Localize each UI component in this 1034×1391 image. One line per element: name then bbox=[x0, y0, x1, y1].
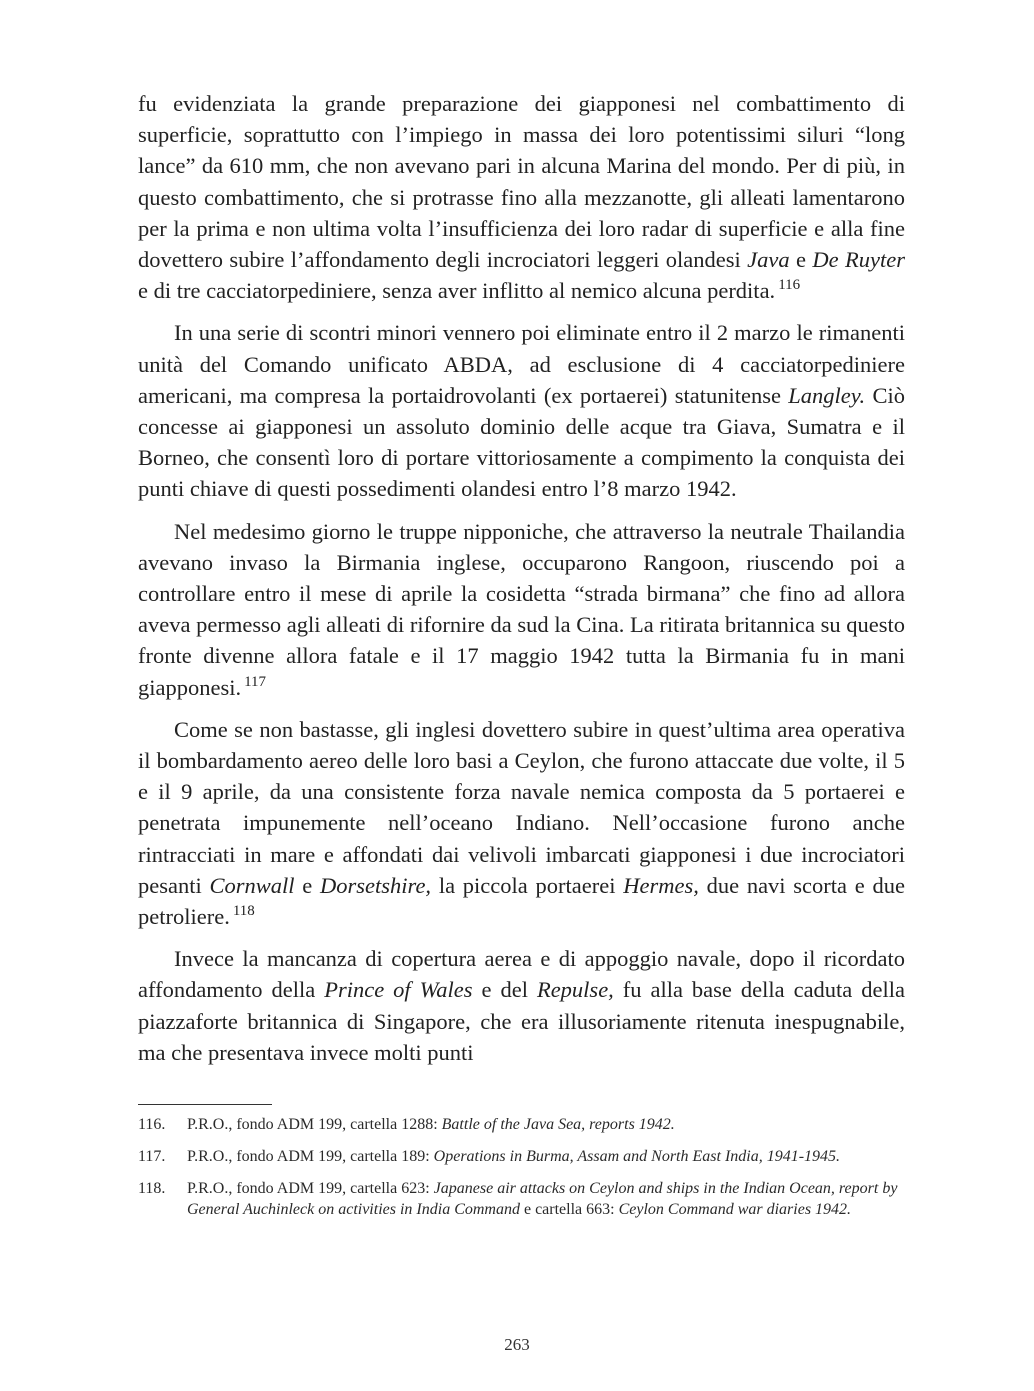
footnote-number: 116. bbox=[138, 1116, 166, 1133]
paragraph-4: Come se non bastasse, gli inglesi dovettero subire in quest’ultima area operativa il bombardamento aereo delle loro basi a Ceylon, che furono attaccate due volte, il 5 e il 9 aprile, da una consistente forza navale nemica composta da 5 portaerei e penetrata impunemente nell’oceano Indiano. Nell’occasione furono anche rintracciati in mare e affondati dai velivoli imbarcati giapponesi i due incrociatori pesanti Cornwall e Dorsetshire, la piccola portaerei Hermes, due navi scorta e due petroliere. $^{118}$ bbox=[138, 716, 905, 930]
paragraph-3: Nel medesimo giorno le truppe nipponiche, che attraverso la neutrale Thailandia avevano invaso la Birmania inglese, occuparono Rangoon, riuscendo poi a controllare entro il mese di aprile la cosidetta “strada birmana” che fino ad allora aveva permesso agli alleati di rifornire da sud la Cina. La ritirata britannica su questo fronte divenne allora fatale e il 17 maggio 1942 tutta la Birmania fu in mani giapponesi. $^{117}$ bbox=[138, 518, 905, 700]
ship-name: Java bbox=[747, 247, 790, 273]
footnote-title: Ceylon Command war diaries 1942. bbox=[618, 1201, 852, 1218]
ship-name: De Ruyter bbox=[812, 247, 905, 273]
ship-name: Prince of Wales bbox=[324, 977, 473, 1003]
footnote-title: Battle of the Java Sea, reports 1942. bbox=[441, 1116, 675, 1133]
footnote-ref-118[interactable]: 118 bbox=[232, 903, 255, 920]
body-text bbox=[138, 88, 905, 1068]
footnote-title: Japanese air attacks on Ceylon and ships in the Indian Ocean, report by General Auchinleck on activities in India Command bbox=[187, 1180, 898, 1218]
page-number: 263 bbox=[504, 1335, 530, 1354]
footnote-divider bbox=[138, 1104, 272, 1105]
footnote-number: 118. bbox=[138, 1180, 166, 1197]
ship-name: Cornwall bbox=[209, 872, 295, 898]
paragraph-1: fu evidenziata la grande preparazione dei giapponesi nel combattimento di superficie, soprattutto con l’impiego in massa dei loro potentissimi siluri “long lance” da 610 mm, che non avevano pari in alcuna Marina del mondo. Per di più, in questo combattimento, che si protrasse fino alla mezzanotte, gli alleati lamentarono per la prima e non ultima volta l’insufficienza dei loro radar di superficie e alla fine dovettero subire l’affondamento degli incrociatori leggeri olandesi Java e De Ruyter e di tre cacciatorpediniere, senza aver inflitto al nemico alcuna perdita. $^{116}$ bbox=[138, 91, 905, 304]
ship-name: Langley. bbox=[788, 382, 866, 408]
paragraph-5: Invece la mancanza di copertura aerea e di appoggio navale, dopo il ricordato affondamento della Prince of Wales e del Repulse, fu alla base della caduta della piazzaforte britannica di Singapore, che era illusoriamente ritenuta inespugnabile, ma che presentava invece molti punti bbox=[138, 946, 905, 1065]
paragraph-2: In una serie di scontri minori vennero poi eliminate entro il 2 marzo le rimanenti unità del Comando unificato ABDA, ad esclusione di 4 cacciatorpediniere americani, ma compresa la portaidrovolanti (ex portaerei) statunitense Langley. Ciò concesse ai giapponesi un assoluto dominio delle acque tra Giava, Sumatra e il Borneo, che consentì loro di portare vittoriosamente a compimento la conquista dei punti chiave di questi possedimenti olandesi entro l’8 marzo 1942. bbox=[138, 320, 905, 502]
footnote-title: Operations in Burma, Assam and North East India, 1941-1945. bbox=[433, 1148, 841, 1165]
footnote-ref-116[interactable]: 116 bbox=[778, 277, 801, 294]
footnote-ref-117[interactable]: 117 bbox=[244, 673, 267, 690]
footnotes bbox=[138, 1114, 908, 1231]
ship-name: Hermes, bbox=[623, 872, 699, 898]
footnote-number: 117. bbox=[138, 1148, 166, 1165]
footnote-118: 118. P.R.O., fondo ADM 199, cartella 623: Japanese air attacks on Ceylon and ships in the Indian Ocean, report by General Auchinleck on activities in India Command e cartella 663: Ceylon Command war diaries 1942. bbox=[138, 1180, 898, 1218]
ship-name: Repulse, bbox=[536, 977, 614, 1003]
footnote-117: 117. P.R.O., fondo ADM 199, cartella 189: Operations in Burma, Assam and North East India, 1941-1945. bbox=[138, 1148, 841, 1165]
ship-name: Dorsetshire, bbox=[320, 872, 432, 898]
footnote-116: 116. P.R.O., fondo ADM 199, cartella 1288: Battle of the Java Sea, reports 1942. bbox=[138, 1116, 675, 1133]
